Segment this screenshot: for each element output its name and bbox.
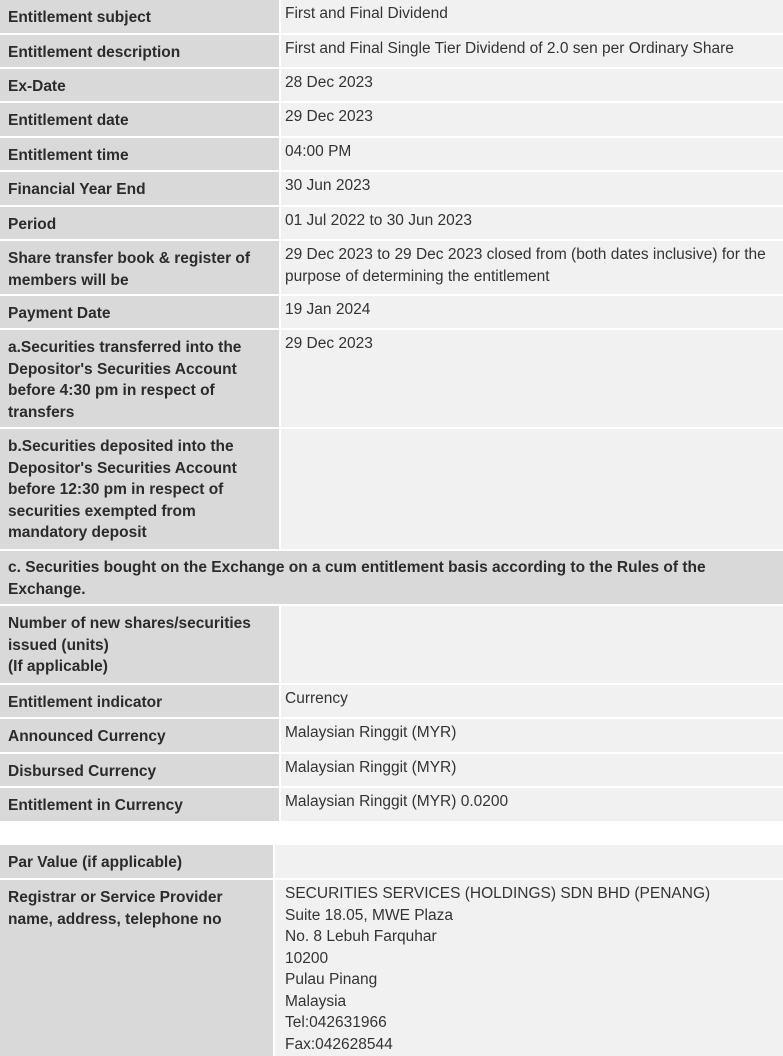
label-registrar: Registrar or Service Provider name, address, telephone no [0, 880, 273, 1056]
registrar-telephone: Tel:042631966 [285, 1014, 387, 1031]
row-entitlement-indicator [0, 685, 783, 719]
value-announced-currency: Malaysian Ringgit (MYR) [281, 719, 783, 752]
label-securities-transferred: a.Securities transferred into the Depositor's Securities Account before 4:30 pm in respect of transfers [0, 330, 279, 427]
value-new-shares-issued [281, 606, 783, 683]
registrar-postcode: 10200 [285, 949, 329, 967]
label-par-value: Par Value (if applicable) [0, 845, 273, 878]
label-entitlement-description: Entitlement description [0, 35, 279, 67]
value-entitlement-indicator: Currency [281, 685, 783, 717]
label-disbursed-currency: Disbursed Currency [0, 754, 279, 786]
row-announced-currency [0, 719, 783, 754]
registrar-name: SECURITIES SERVICES (HOLDINGS) SDN BHD (PENANG) [285, 885, 711, 902]
registrar-address-line-1: Suite 18.05, MWE Plaza [285, 906, 453, 924]
label-new-shares-line-2: (If applicable) [8, 658, 108, 675]
label-entitlement-indicator: Entitlement indicator [0, 685, 279, 717]
row-financial-year-end [0, 172, 783, 207]
value-securities-transferred: 29 Dec 2023 [281, 330, 783, 427]
value-financial-year-end: 30 Jun 2023 [281, 172, 783, 205]
row-entitlement-time [0, 138, 783, 172]
label-share-transfer-book: Share transfer book & register of members will be [0, 241, 279, 294]
value-entitlement-description: First and Final Single Tier Dividend of 2.0 sen per Ordinary Share [281, 35, 783, 67]
row-new-shares-issued [0, 606, 783, 685]
row-payment-date [0, 296, 783, 330]
row-par-value [0, 845, 783, 880]
label-ex-date: Ex-Date [0, 69, 279, 101]
label-entitlement-subject: Entitlement subject [0, 0, 279, 33]
value-ex-date: 28 Dec 2023 [281, 69, 783, 101]
label-entitlement-in-currency: Entitlement in Currency [0, 788, 279, 821]
row-period [0, 207, 783, 241]
label-announced-currency: Announced Currency [0, 719, 279, 752]
row-entitlement-subject [0, 0, 783, 35]
label-entitlement-date: Entitlement date [0, 103, 279, 136]
value-securities-deposited [281, 429, 783, 549]
value-par-value [275, 845, 783, 878]
label-entitlement-time: Entitlement time [0, 138, 279, 170]
value-payment-date: 19 Jan 2024 [281, 296, 783, 328]
label-financial-year-end: Financial Year End [0, 172, 279, 205]
row-entitlement-date [0, 103, 783, 138]
label-period: Period [0, 207, 279, 239]
value-period: 01 Jul 2022 to 30 Jun 2023 [281, 207, 783, 239]
row-securities-deposited [0, 429, 783, 551]
label-securities-bought: c. Securities bought on the Exchange on a cum entitlement basis according to the Rules of the Exchange. [0, 551, 783, 604]
value-disbursed-currency: Malaysian Ringgit (MYR) [281, 754, 783, 786]
value-entitlement-subject: First and Final Dividend [281, 0, 783, 33]
row-securities-transferred [0, 330, 783, 429]
row-securities-bought [0, 551, 783, 606]
registrar-table [0, 845, 783, 1056]
value-entitlement-time: 04:00 PM [281, 138, 783, 170]
registrar-fax: Fax:042628544 [285, 1035, 393, 1053]
row-ex-date [0, 69, 783, 103]
row-share-transfer-book [0, 241, 783, 296]
label-new-shares-line-1: Number of new shares/securities issued (units) [8, 615, 251, 654]
row-disbursed-currency [0, 754, 783, 788]
value-entitlement-in-currency: Malaysian Ringgit (MYR) 0.0200 [281, 788, 783, 821]
row-registrar [0, 880, 783, 1056]
label-new-shares-issued [0, 606, 279, 683]
value-share-transfer-book: 29 Dec 2023 to 29 Dec 2023 closed from (both dates inclusive) for the purpose of determining the entitlement [281, 241, 783, 294]
value-entitlement-date: 29 Dec 2023 [281, 103, 783, 136]
table-spacer [0, 823, 783, 845]
label-securities-deposited: b.Securities deposited into the Depositor's Securities Account before 12:30 pm in respect of securities exempted from mandatory deposit [0, 429, 279, 549]
registrar-country: Malaysia [285, 992, 347, 1010]
row-entitlement-in-currency [0, 788, 783, 823]
registrar-state: Pulau Pinang [285, 971, 378, 988]
row-entitlement-description [0, 35, 783, 69]
label-payment-date: Payment Date [0, 296, 279, 328]
value-registrar [275, 880, 783, 1056]
registrar-address-line-2: No. 8 Lebuh Farquhar [285, 928, 437, 945]
